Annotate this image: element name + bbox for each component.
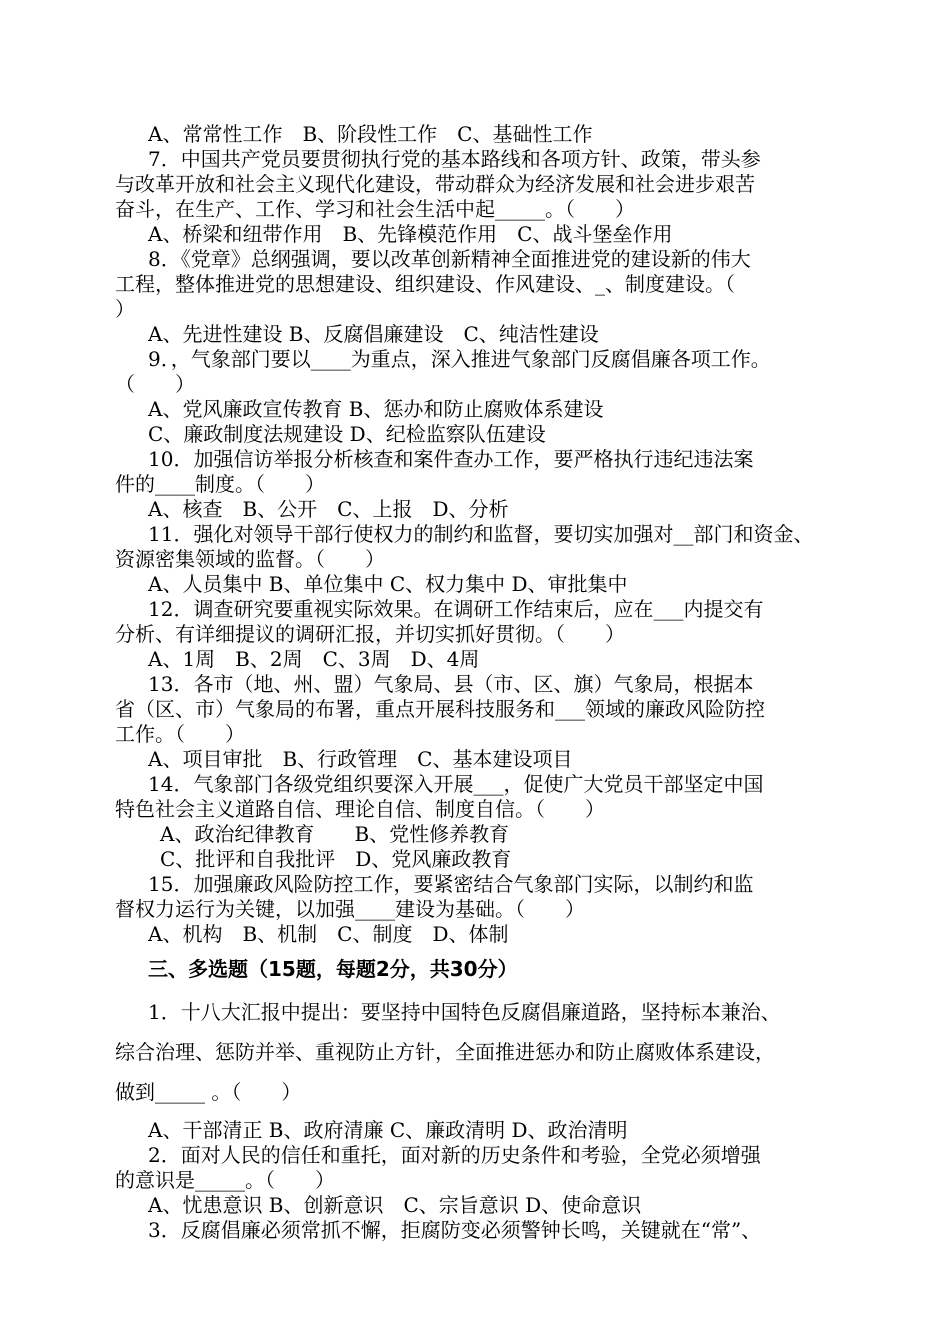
question-text-line: 省（区、市）气象局的布署，重点开展科技服务和___领域的廉政风险防控 — [115, 697, 765, 721]
section-heading: 三、多选题（15题，每题2分，共30分） — [148, 957, 518, 981]
question-8: 8．《党章》总纲强调，要以改革创新精神全面推进党的建设新的伟大 — [148, 247, 751, 271]
question-11: 11．强化对领导干部行使权力的制约和监督，要切实加强对__部门和资金、 — [148, 522, 814, 546]
question-text-line: 特色社会主义道路自信、理论自信、制度自信。（ ） — [115, 797, 605, 821]
question-text-line: ） — [115, 297, 135, 321]
option-line: A、先进性建设 B、反腐倡廉建设 C、纯洁性建设 — [148, 322, 599, 346]
mc-question-1: 1．十八大汇报中提出：要坚持中国特色反腐倡廉道路，坚持标本兼治、 — [148, 1000, 781, 1024]
option-line: A、政治纪律教育 B、党性修养教育 — [160, 822, 510, 846]
question-15: 15．加强廉政风险防控工作，要紧密结合气象部门实际，以制约和监 — [148, 872, 754, 896]
option-line: C、廉政制度法规建设 D、纪检监察队伍建设 — [148, 422, 546, 446]
option-line: A、机构 B、机制 C、制度 D、体制 — [148, 922, 509, 946]
option-line: A、桥梁和纽带作用 B、先锋模范作用 C、战斗堡垒作用 — [148, 222, 673, 246]
question-10: 10．加强信访举报分析核查和案件查办工作，要严格执行违纪违法案 — [148, 447, 754, 471]
question-13: 13．各市（地、州、盟）气象局、县（市、区、旗）气象局，根据本 — [148, 672, 754, 696]
mc-question-2: 2．面对人民的信任和重托，面对新的历史条件和考验，全党必须增强 — [148, 1143, 761, 1167]
question-text-line: 奋斗，在生产、工作、学习和社会生活中起_____。（ ） — [115, 197, 635, 221]
option-line: A、核查 B、公开 C、上报 D、分析 — [148, 497, 509, 521]
option-line: A、项目审批 B、行政管理 C、基本建设项目 — [148, 747, 573, 771]
option-line: A、常常性工作 B、阶段性工作 C、基础性工作 — [148, 122, 593, 146]
question-12: 12．调查研究要重视实际效果。在调研工作结束后，应在___内提交有 — [148, 597, 764, 621]
question-text-line: 工程，整体推进党的思想建设、组织建设、作风建设、_、制度建设。（ — [115, 272, 735, 296]
question-7: 7．中国共产党员要贯彻执行党的基本路线和各项方针、政策，带头参 — [148, 147, 761, 171]
option-line: A、1周 B、2周 C、3周 D、4周 — [148, 647, 480, 671]
document-body — [115, 122, 855, 1243]
question-text-line: 件的____制度。（ ） — [115, 472, 325, 496]
question-text-line: 分析、有详细提议的调研汇报，并切实抓好贯彻。（ ） — [115, 622, 625, 646]
option-line: A、党风廉政宣传教育 B、惩办和防止腐败体系建设 — [148, 397, 604, 421]
mc-question-3: 3．反腐倡廉必须常抓不懈，拒腐防变必须警钟长鸣，关键就在“常”、 — [148, 1218, 762, 1242]
question-text-line: 综合治理、惩防并举、重视防止方针，全面推进惩办和防止腐败体系建设， — [115, 1040, 775, 1064]
question-text-line: 与改革开放和社会主义现代化建设，带动群众为经济发展和社会进步艰苦 — [115, 172, 755, 196]
question-9: 9．，气象部门要以____为重点，深入推进气象部门反腐倡廉各项工作。 — [148, 347, 771, 371]
option-line: A、人员集中 B、单位集中 C、权力集中 D、审批集中 — [148, 572, 628, 596]
question-text-line: 资源密集领域的监督。（ ） — [115, 547, 385, 571]
question-14: 14．气象部门各级党组织要深入开展___，促使广大党员干部坚定中国 — [148, 772, 764, 796]
option-line: A、干部清正 B、政府清廉 C、廉政清明 D、政治清明 — [148, 1118, 628, 1142]
question-text-line: 的意识是_____。（ ） — [115, 1168, 335, 1192]
question-text-line: （ ） — [115, 372, 195, 396]
option-line: A、忧患意识 B、创新意识 C、宗旨意识 D、使命意识 — [148, 1193, 642, 1217]
question-text-line: 工作。（ ） — [115, 722, 245, 746]
question-text-line: 做到_____ 。（ ） — [115, 1080, 302, 1104]
option-line: C、批评和自我批评 D、党风廉政教育 — [160, 847, 512, 871]
question-text-line: 督权力运行为关键，以加强____建设为基础。（ ） — [115, 897, 585, 921]
